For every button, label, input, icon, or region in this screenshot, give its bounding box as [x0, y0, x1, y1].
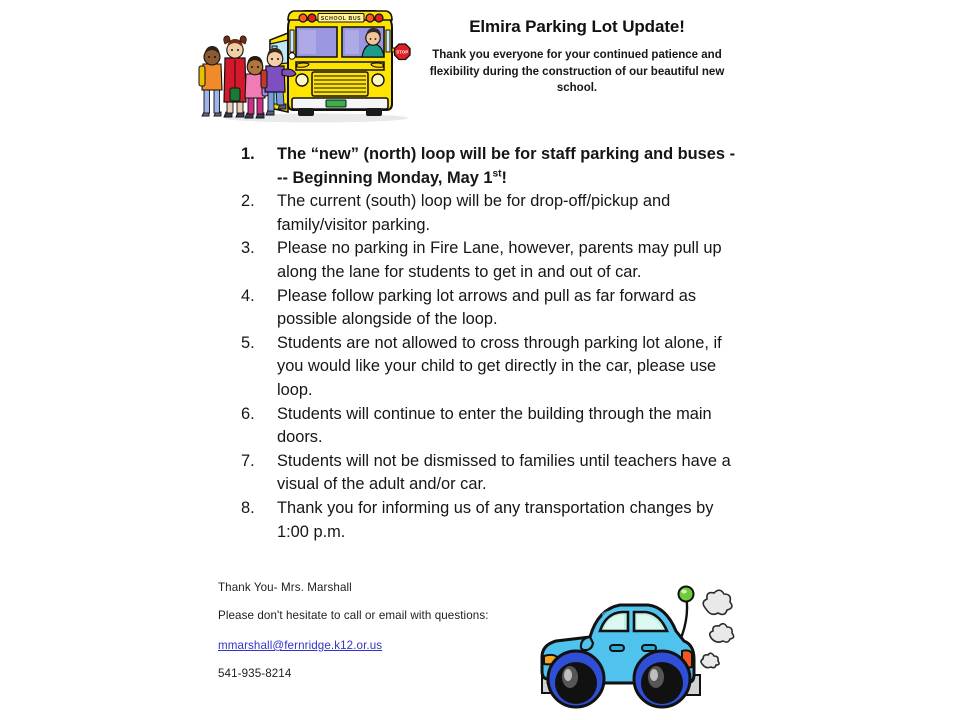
- footer-contact-block: [218, 580, 548, 694]
- car-wheel-front: [548, 651, 604, 707]
- contact-prompt: Please don't hesitate to call or email with questions:: [218, 609, 489, 622]
- car-antenna: [679, 587, 694, 644]
- list-item-number: 5.: [241, 333, 255, 352]
- list-item: [240, 403, 740, 450]
- list-item-number: 3.: [241, 239, 255, 258]
- list-item-superscript: st: [492, 168, 502, 180]
- svg-text:STOP: STOP: [396, 49, 409, 55]
- cartoon-car-clipart: [524, 583, 752, 720]
- list-item-number: 6.: [241, 404, 255, 423]
- list-item-text: Please follow parking lot arrows and pull as far forward as possible alongside of the loop.: [277, 286, 697, 329]
- list-item-text-tail: !: [501, 168, 508, 187]
- page-subtitle: Thank you everyone for your continued patience and flexibility during the construction of our beautiful new school.: [429, 49, 725, 94]
- list-item-text: Thank you for informing us of any transportation changes by 1:00 p.m.: [277, 498, 714, 541]
- list-item-number: 7.: [241, 451, 255, 470]
- stop-sign-icon: [392, 44, 410, 60]
- page-title: Elmira Parking Lot Update!: [469, 17, 685, 36]
- notice-list: [240, 143, 740, 544]
- list-item-number: 4.: [241, 286, 255, 305]
- email-link[interactable]: mmarshall@fernridge.k12.or.us: [218, 639, 383, 652]
- list-item-text: [277, 143, 740, 190]
- list-item-number: 8.: [241, 498, 255, 517]
- list-item: [240, 190, 740, 237]
- exhaust-smoke-icon: [701, 590, 734, 667]
- bus-body: [270, 11, 392, 116]
- phone-number: 541-935-8214: [218, 667, 292, 680]
- car-wheel-rear: [634, 651, 690, 707]
- list-item-text: Students are not allowed to cross through parking lot alone, if you would like your child to get directly in the car, please use loop.: [277, 333, 722, 399]
- svg-text:SCHOOL BUS: SCHOOL BUS: [320, 16, 362, 22]
- list-item-number: 2.: [241, 192, 255, 211]
- list-item-text: The current (south) loop will be for drop-off/pickup and family/visitor parking.: [277, 192, 671, 234]
- list-item-text: Students will continue to enter the building through the main doors.: [277, 404, 712, 447]
- list-item: [240, 237, 740, 284]
- school-bus-clipart: [196, 0, 414, 126]
- list-item-number: 1.: [241, 145, 255, 163]
- list-item: [240, 450, 740, 497]
- list-item: [240, 497, 740, 544]
- list-item-text: Students will not be dismissed to families until teachers have a visual of the adult and/or car.: [277, 451, 731, 494]
- signature-line: Thank You- Mrs. Marshall: [218, 581, 352, 594]
- list-item: [240, 285, 740, 332]
- list-item: [240, 143, 740, 190]
- list-item: [240, 332, 740, 403]
- flyer-header-text: [412, 16, 742, 96]
- list-item-text: Please no parking in Fire Lane, however, parents may pull up along the lane for students to get in and out of car.: [277, 239, 722, 281]
- list-item-text-main: The “new” (north) loop will be for staff parking and buses --- Beginning Monday, May 1: [277, 145, 736, 187]
